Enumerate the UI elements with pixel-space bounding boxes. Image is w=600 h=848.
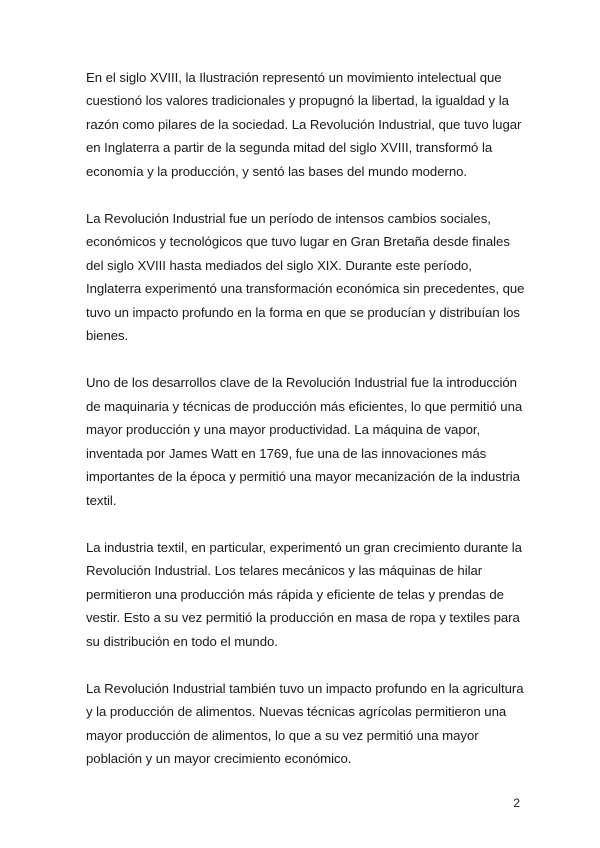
- page-number: 2: [513, 796, 520, 810]
- paragraph-revolucion-industrial: La Revolución Industrial fue un período de intensos cambios sociales, económicos y tecnológicos que tuvo lugar en Gran Bretaña desde finales del siglo XVIII hasta mediados del siglo XIX. Durante este período, Inglaterra experimentó una transformación económica sin precedentes, que tuvo un impacto profundo en la forma en que se producían y distribuían los bienes.: [86, 211, 525, 344]
- paragraph-industria-textil: La industria textil, en particular, experimentó un gran crecimiento durante la Revolución Industrial. Los telares mecánicos y las máquinas de hilar permitieron una producción más rápida y eficiente de telas y prendas de vestir. Esto a su vez permitió la producción en masa de ropa y textiles para su distribución en todo el mundo.: [86, 539, 522, 649]
- paragraph-ilustracion: En el siglo XVIII, la Ilustración representó un movimiento intelectual que cuestionó los valores tradicionales y propugnó la libertad, la igualdad y la razón como pilares de la sociedad. La Revolución Industrial, que tuvo lugar en Inglaterra a partir de la segunda mitad del siglo XVIII, transformó la economía y la producción, y sentó las bases del mundo moderno.: [86, 70, 522, 179]
- paragraph-maquinaria: Uno de los desarrollos clave de la Revolución Industrial fue la introducción de maquinaria y técnicas de producción más eficientes, lo que permitió una mayor producción y una mayor productividad. La máquina de vapor, inventada por James Watt en 1769, fue una de las innovaciones más importantes de la época y permitió una mayor mecanización de la industria textil.: [86, 375, 523, 508]
- document-body: [86, 66, 530, 795]
- paragraph-agricultura: La Revolución Industrial también tuvo un impacto profundo en la agricultura y la producción de alimentos. Nuevas técnicas agrícolas permitieron una mayor producción de alimentos, lo que a su vez permitió una mayor población y un mayor crecimiento económico.: [86, 680, 524, 767]
